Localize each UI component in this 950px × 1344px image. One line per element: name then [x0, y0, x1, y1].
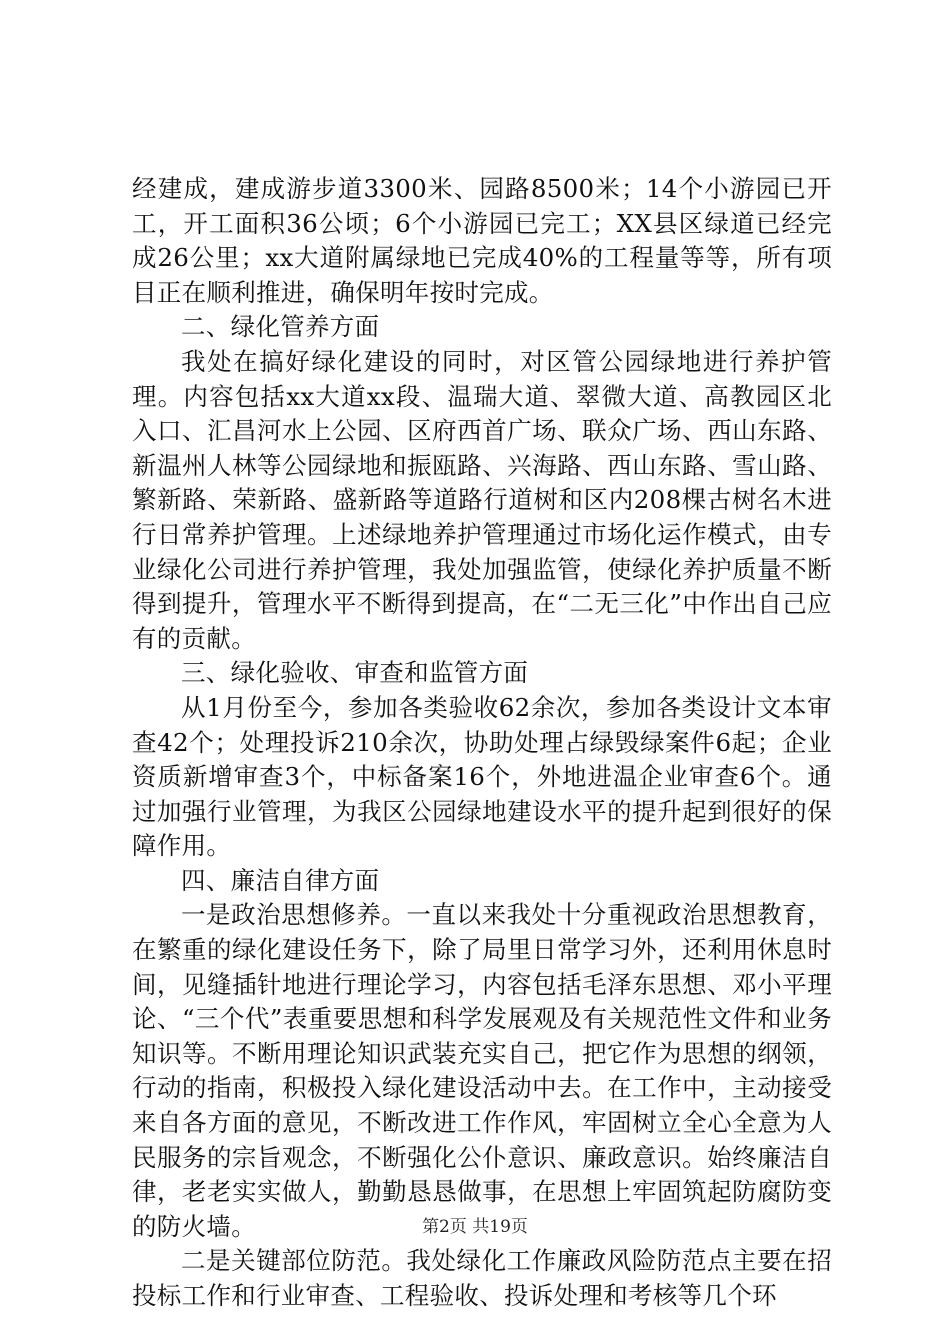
paragraph-political-cultivation: 一是政治思想修养。一直以来我处十分重视政治思想教育，在繁重的绿化建设任务下，除了局里日常学习外，还利用休息时间，见缝插针地进行理论学习，内容包括毛泽东思想、邓小平理论、“三个代”表重要思想和科学发展观及有关规范性文件和业务知识等。不断用理论知识武装充实自己，把它作为思想的纲领，行动的指南，积极投入绿化建设活动中去。在工作中，主动接受来自各方面的意见，不断改进工作作风，牢固树立全心全意为人民服务的宗旨观念，不断强化公仆意识、廉政意识。始终廉洁自律，老老实实做人，勤勤恳恳做事，在思想上牢固筑起防腐防变的防火墙。 — [132, 900, 832, 1241]
paragraph-greening-maintenance: 我处在搞好绿化建设的同时，对区管公园绿地进行养护管理。内容包括xx大道xx段、温瑞大道、翠微大道、高教园区北入口、汇昌河水上公园、区府西首广场、联众广场、西山东路、新温州人林等公园绿地和振瓯路、兴海路、西山东路、雪山路、繁新路、荣新路、盛新路等道路行道树和区内208棵古树名木进行日常养护管理。上述绿地养护管理通过市场化运作模式，由专业绿化公司进行养护管理，我处加强监管，使绿化养护质量不断得到提升，管理水平不断得到提高，在“二无三化”中作出自己应有的贡献。 — [132, 346, 832, 653]
paragraph-acceptance-review: 从1月份至今，参加各类验收62余次，参加各类设计文本审查42个；处理投诉210余次，协助处理占绿毁绿案件6起；企业资质新增审查3个，中标备案16个，外地进温企业审查6个。通过加强行业管理，为我区公园绿地建设水平的提升起到很好的保障作用。 — [132, 692, 832, 861]
page-footer — [0, 1216, 950, 1238]
document-body — [132, 172, 832, 1314]
section-heading-acceptance-review: 三、绿化验收、审查和监管方面 — [181, 658, 529, 688]
paragraph-intro-continued: 经建成，建成游步道3300米、园路8500米；14个小游园已开工，开工面积36公顷；6个小游园已完工；XX县区绿道已经完成26公里；xx大道附属绿地已完成40%的工程量等等，所有项目正在顺利推进，确保明年按时完成。 — [132, 174, 832, 307]
section-heading-integrity: 四、廉洁自律方面 — [181, 865, 380, 895]
paragraph-key-area-prevention: 二是关键部位防范。我处绿化工作廉政风险防范点主要在招投标工作和行业审查、工程验收、投诉处理和考核等几个环 — [132, 1246, 832, 1310]
page-number-label: 第2页 共19页 — [422, 1217, 528, 1237]
section-heading-greening-maintenance: 二、绿化管养方面 — [181, 312, 380, 342]
